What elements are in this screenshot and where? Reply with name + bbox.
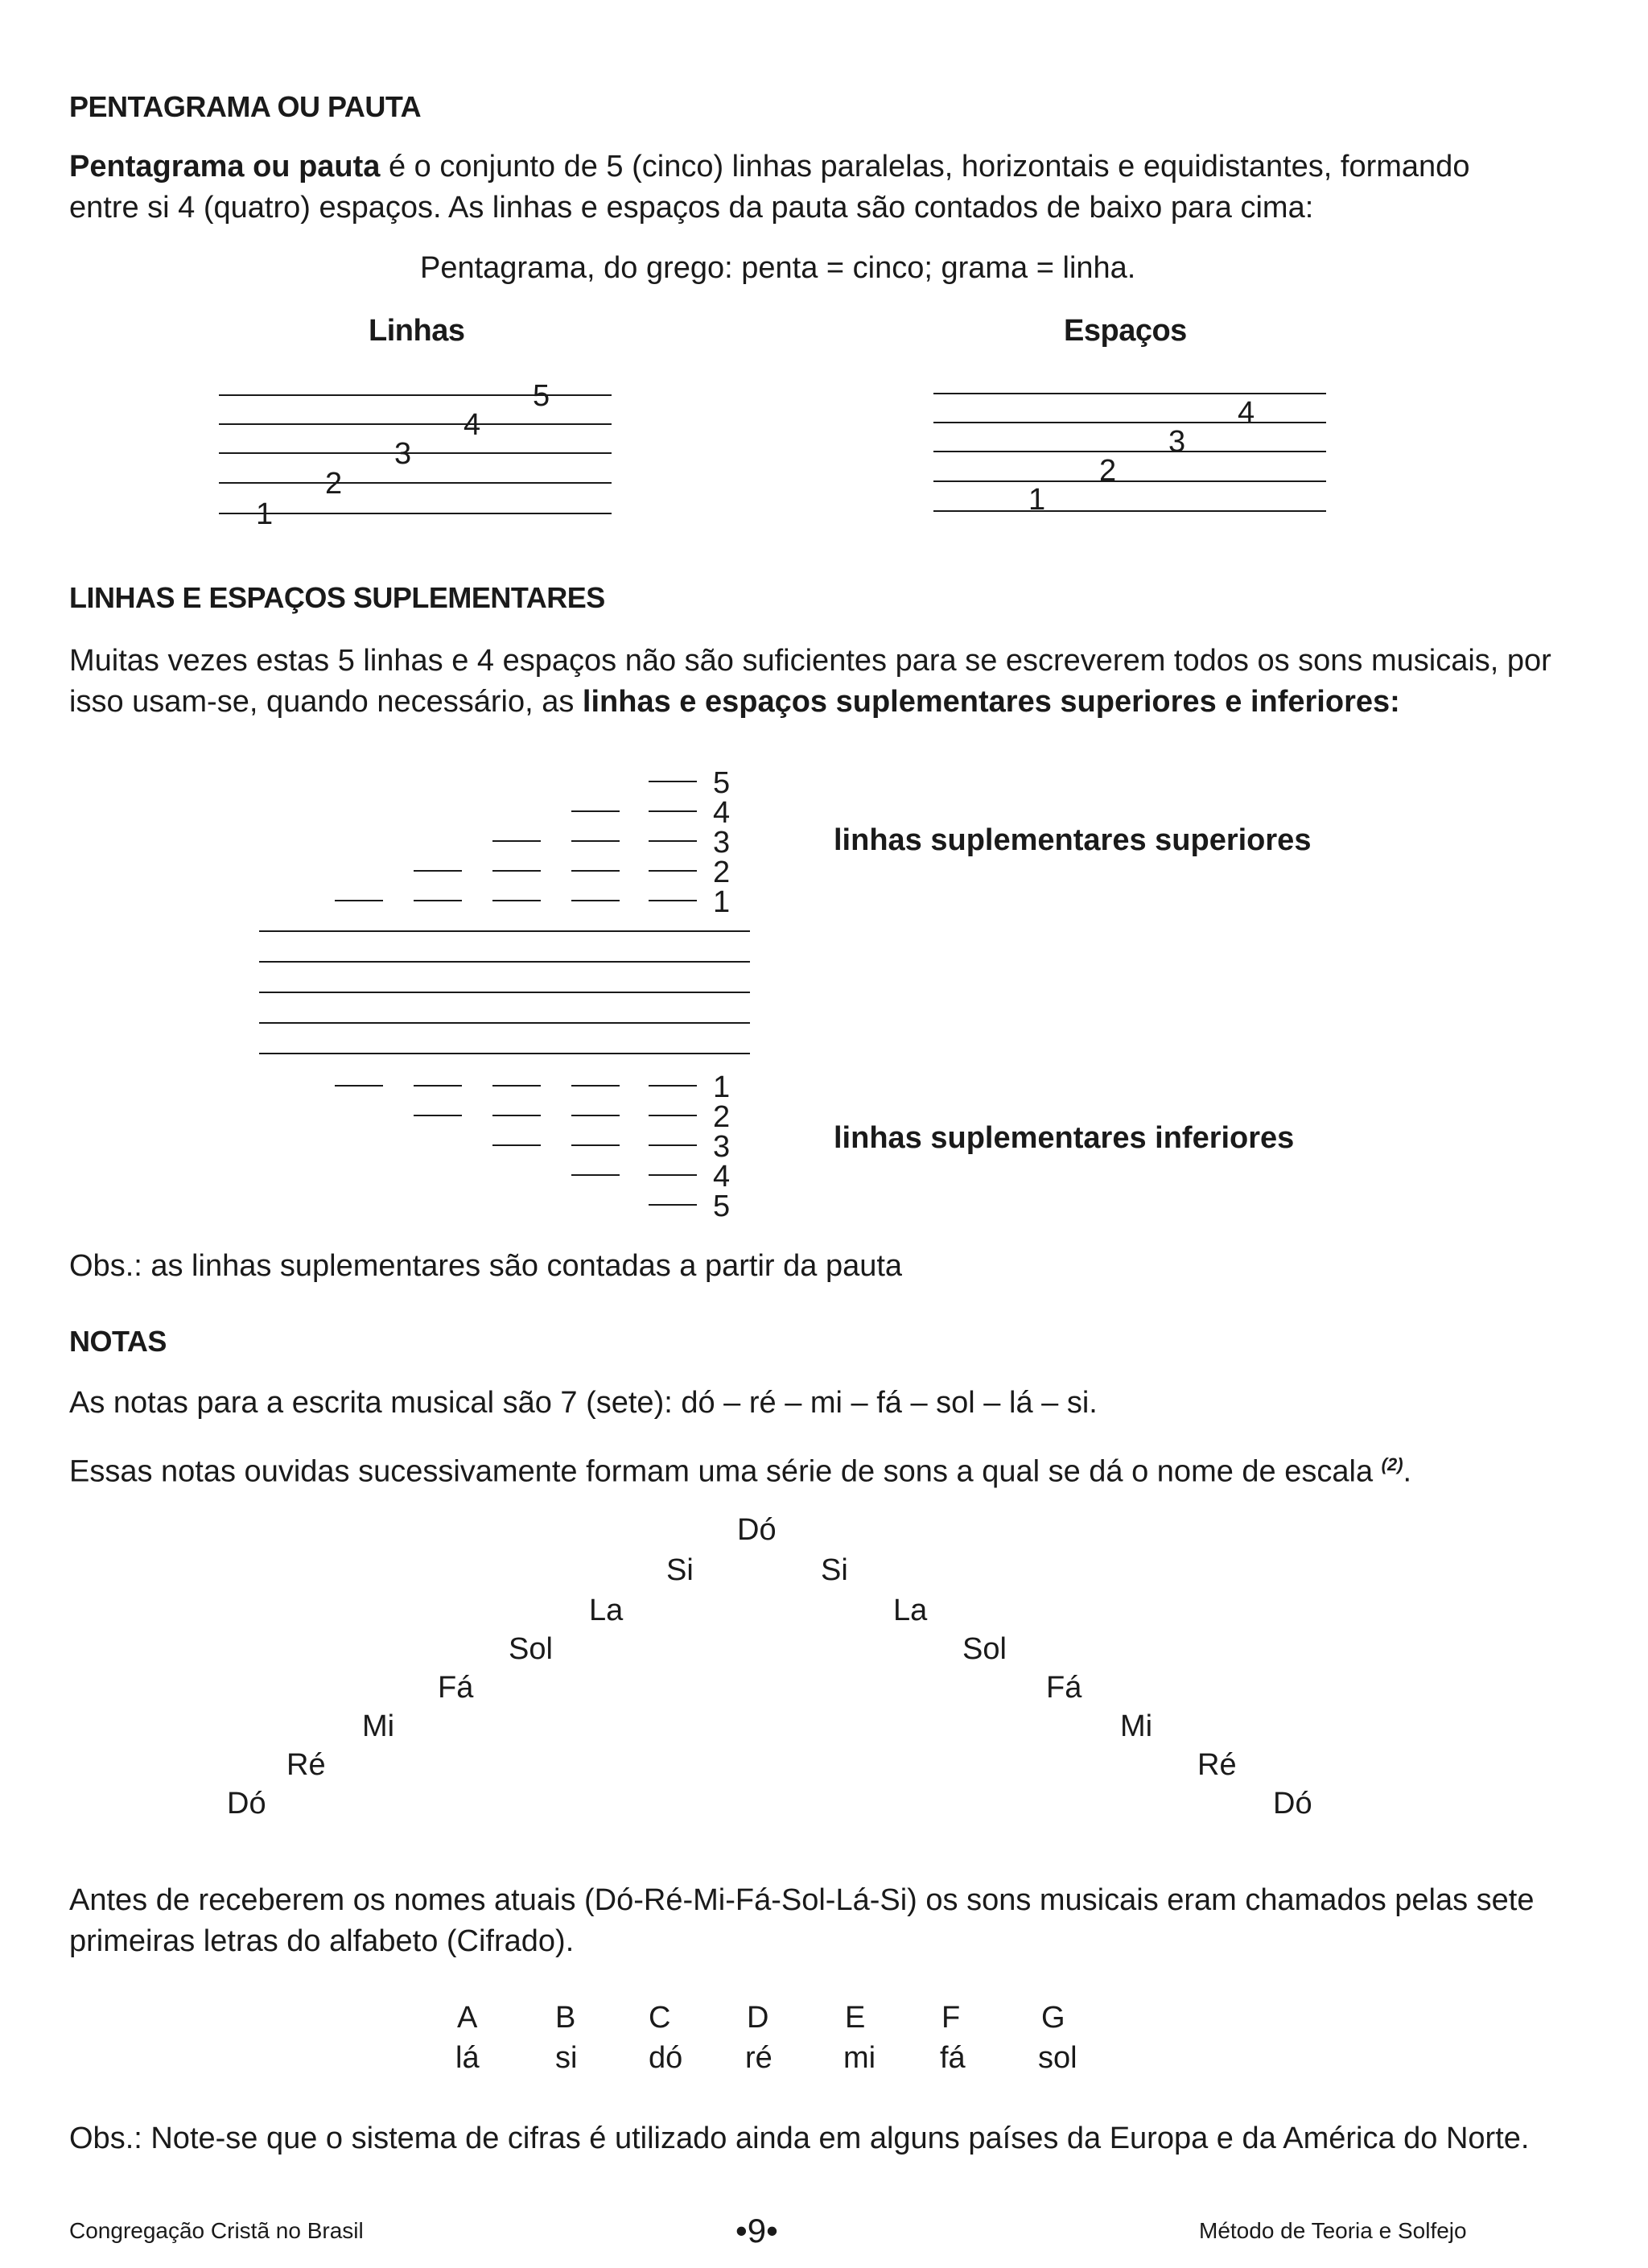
cifra-letter: B bbox=[555, 2001, 576, 2035]
notas-line-1: As notas para a escrita musical são 7 (sete): dó – ré – mi – fá – sol – lá – si. bbox=[69, 1386, 1098, 1420]
ledger-dash bbox=[649, 1085, 697, 1087]
scale-note: Ré bbox=[1197, 1748, 1237, 1782]
scale-note: Si bbox=[666, 1553, 694, 1587]
footer-left: Congregação Cristã no Brasil bbox=[69, 2218, 364, 2243]
page-number: •9• bbox=[735, 2212, 778, 2249]
ledger-dash bbox=[414, 870, 462, 872]
ledger-dash bbox=[414, 1085, 462, 1087]
scale-note: Ré bbox=[286, 1748, 326, 1782]
ledger-dash bbox=[414, 1115, 462, 1116]
ledger-dash bbox=[649, 810, 697, 812]
line-number: 3 bbox=[394, 437, 412, 471]
staff-line bbox=[219, 513, 612, 514]
space-number: 2 bbox=[1099, 454, 1117, 488]
staff-line bbox=[259, 961, 750, 963]
scale-note: La bbox=[589, 1594, 624, 1627]
cifra-name: ré bbox=[745, 2041, 772, 2075]
cifra-letter: A bbox=[457, 2001, 478, 2035]
ledger-dash bbox=[649, 900, 697, 901]
ledger-dash bbox=[649, 781, 697, 782]
scale-note: Dó bbox=[1273, 1787, 1312, 1821]
lines-label: Linhas bbox=[369, 314, 465, 348]
section-title-pentagrama: PENTAGRAMA OU PAUTA bbox=[69, 90, 422, 123]
notas-line-2-text: Essas notas ouvidas sucessivamente formam uma série de sons a qual se dá o nome de escala bbox=[69, 1454, 1374, 1489]
staff-line bbox=[933, 510, 1326, 512]
scale-note: Mi bbox=[1120, 1709, 1153, 1743]
lower-ledger-number: 1 bbox=[713, 1070, 731, 1104]
space-number: 3 bbox=[1168, 425, 1186, 459]
line-number: 5 bbox=[533, 379, 550, 413]
intro-line-2: entre si 4 (quatro) espaços. As linhas e espaços da pauta são contados de baixo para cima: bbox=[69, 191, 1314, 225]
notas-line-2 bbox=[69, 1444, 1411, 1493]
staff-line bbox=[259, 992, 750, 993]
suplementares-obs: Obs.: as linhas suplementares são contadas a partir da pauta bbox=[69, 1249, 903, 1283]
lower-ledger-number: 5 bbox=[713, 1190, 731, 1223]
cifra-letter: E bbox=[845, 2001, 866, 2035]
upper-ledger-number: 1 bbox=[713, 885, 731, 919]
ledger-dash bbox=[649, 1204, 697, 1206]
upper-ledger-number: 4 bbox=[713, 796, 731, 830]
staff-line bbox=[259, 930, 750, 932]
ledger-dash bbox=[649, 840, 697, 842]
staff-line bbox=[933, 393, 1326, 394]
cifra-name: dó bbox=[649, 2041, 683, 2075]
suplementares-para-line-1: Muitas vezes estas 5 linhas e 4 espaços não são suficientes para se escreverem todos os sons musicais, por bbox=[69, 644, 1551, 678]
line-number: 2 bbox=[325, 467, 343, 501]
etymology-text: Pentagrama, do grego: penta = cinco; grama = linha. bbox=[420, 251, 1136, 285]
ledger-dash bbox=[414, 900, 462, 901]
space-number: 4 bbox=[1238, 396, 1255, 430]
ledger-dash bbox=[649, 1115, 697, 1116]
ledger-dash bbox=[492, 1144, 541, 1146]
ledger-dash bbox=[571, 1144, 620, 1146]
ledger-dash bbox=[571, 1174, 620, 1176]
section-title-notas: NOTAS bbox=[69, 1325, 167, 1358]
ledger-dash bbox=[649, 1174, 697, 1176]
staff-line bbox=[219, 423, 612, 425]
ledger-dash bbox=[335, 1085, 383, 1087]
staff-line bbox=[933, 422, 1326, 423]
intro-line-1 bbox=[69, 146, 1469, 188]
section-title-suplementares: LINHAS E ESPAÇOS SUPLEMENTARES bbox=[69, 581, 605, 614]
ledger-dash bbox=[335, 900, 383, 901]
scale-note: Mi bbox=[362, 1709, 395, 1743]
lower-ledger-number: 3 bbox=[713, 1130, 731, 1164]
scale-note: Dó bbox=[737, 1513, 777, 1547]
footer-right: Método de Teoria e Solfejo bbox=[1199, 2218, 1467, 2243]
ledger-dash bbox=[571, 840, 620, 842]
lower-ledger-number: 2 bbox=[713, 1100, 731, 1134]
lower-ledger-number: 4 bbox=[713, 1160, 731, 1194]
cifra-letter: C bbox=[649, 2001, 671, 2035]
para-bold: linhas e espaços suplementares superiores e inferiores: bbox=[582, 685, 1400, 719]
cifra-name: lá bbox=[455, 2041, 480, 2075]
notas-line-2-end: . bbox=[1403, 1454, 1412, 1489]
lower-ledger-label: linhas suplementares inferiores bbox=[834, 1121, 1295, 1155]
upper-ledger-number: 2 bbox=[713, 856, 731, 889]
upper-ledger-number: 3 bbox=[713, 826, 731, 860]
intro-bold-term: Pentagrama ou pauta bbox=[69, 150, 381, 184]
scale-note: La bbox=[893, 1594, 928, 1627]
ledger-dash bbox=[492, 840, 541, 842]
cifra-name: mi bbox=[843, 2041, 876, 2075]
ledger-dash bbox=[492, 900, 541, 901]
staff-line bbox=[933, 480, 1326, 482]
para-plain: isso usam-se, quando necessário, as bbox=[69, 685, 583, 719]
cifras-obs: Obs.: Note-se que o sistema de cifras é utilizado ainda em alguns países da Europa e da América do Norte. bbox=[69, 2122, 1530, 2155]
line-number: 1 bbox=[256, 497, 274, 531]
scale-note: Fá bbox=[1046, 1671, 1082, 1705]
ledger-dash bbox=[649, 870, 697, 872]
cifra-letter: G bbox=[1041, 2001, 1065, 2035]
space-number: 1 bbox=[1028, 483, 1046, 517]
ledger-dash bbox=[492, 1085, 541, 1087]
cifra-name: sol bbox=[1038, 2041, 1077, 2075]
ledger-dash bbox=[571, 1085, 620, 1087]
staff-line bbox=[219, 482, 612, 484]
ledger-dash bbox=[571, 900, 620, 901]
scale-note: Dó bbox=[227, 1787, 266, 1821]
staff-line bbox=[933, 451, 1326, 452]
staff-line bbox=[259, 1022, 750, 1024]
ledger-dash bbox=[649, 1144, 697, 1146]
scale-note: Sol bbox=[962, 1632, 1007, 1666]
scale-note: Sol bbox=[509, 1632, 553, 1666]
staff-line bbox=[259, 1053, 750, 1054]
upper-ledger-label: linhas suplementares superiores bbox=[834, 823, 1312, 857]
spaces-label: Espaços bbox=[1064, 314, 1187, 348]
scale-note: Fá bbox=[438, 1671, 474, 1705]
footnote-mark: (2) bbox=[1381, 1454, 1403, 1474]
staff-line bbox=[219, 394, 612, 396]
ledger-dash bbox=[571, 870, 620, 872]
cifra-name: fá bbox=[940, 2041, 966, 2075]
line-number: 4 bbox=[464, 408, 481, 442]
intro-text: é o conjunto de 5 (cinco) linhas paralelas, horizontais e equidistantes, formando bbox=[380, 150, 1470, 184]
ledger-dash bbox=[571, 810, 620, 812]
scale-note: Si bbox=[821, 1553, 848, 1587]
cifrado-para-line-1: Antes de receberem os nomes atuais (Dó-Ré-Mi-Fá-Sol-Lá-Si) os sons musicais eram chamados pelas sete bbox=[69, 1883, 1535, 1917]
suplementares-para-line-2 bbox=[69, 682, 1400, 723]
cifra-letter: D bbox=[747, 2001, 769, 2035]
staff-line bbox=[219, 452, 612, 454]
ledger-dash bbox=[492, 870, 541, 872]
ledger-dash bbox=[492, 1115, 541, 1116]
ledger-dash bbox=[571, 1115, 620, 1116]
cifrado-para-line-2: primeiras letras do alfabeto (Cifrado). bbox=[69, 1924, 575, 1958]
cifra-name: si bbox=[555, 2041, 578, 2075]
upper-ledger-number: 5 bbox=[713, 766, 731, 800]
cifra-letter: F bbox=[941, 2001, 961, 2035]
